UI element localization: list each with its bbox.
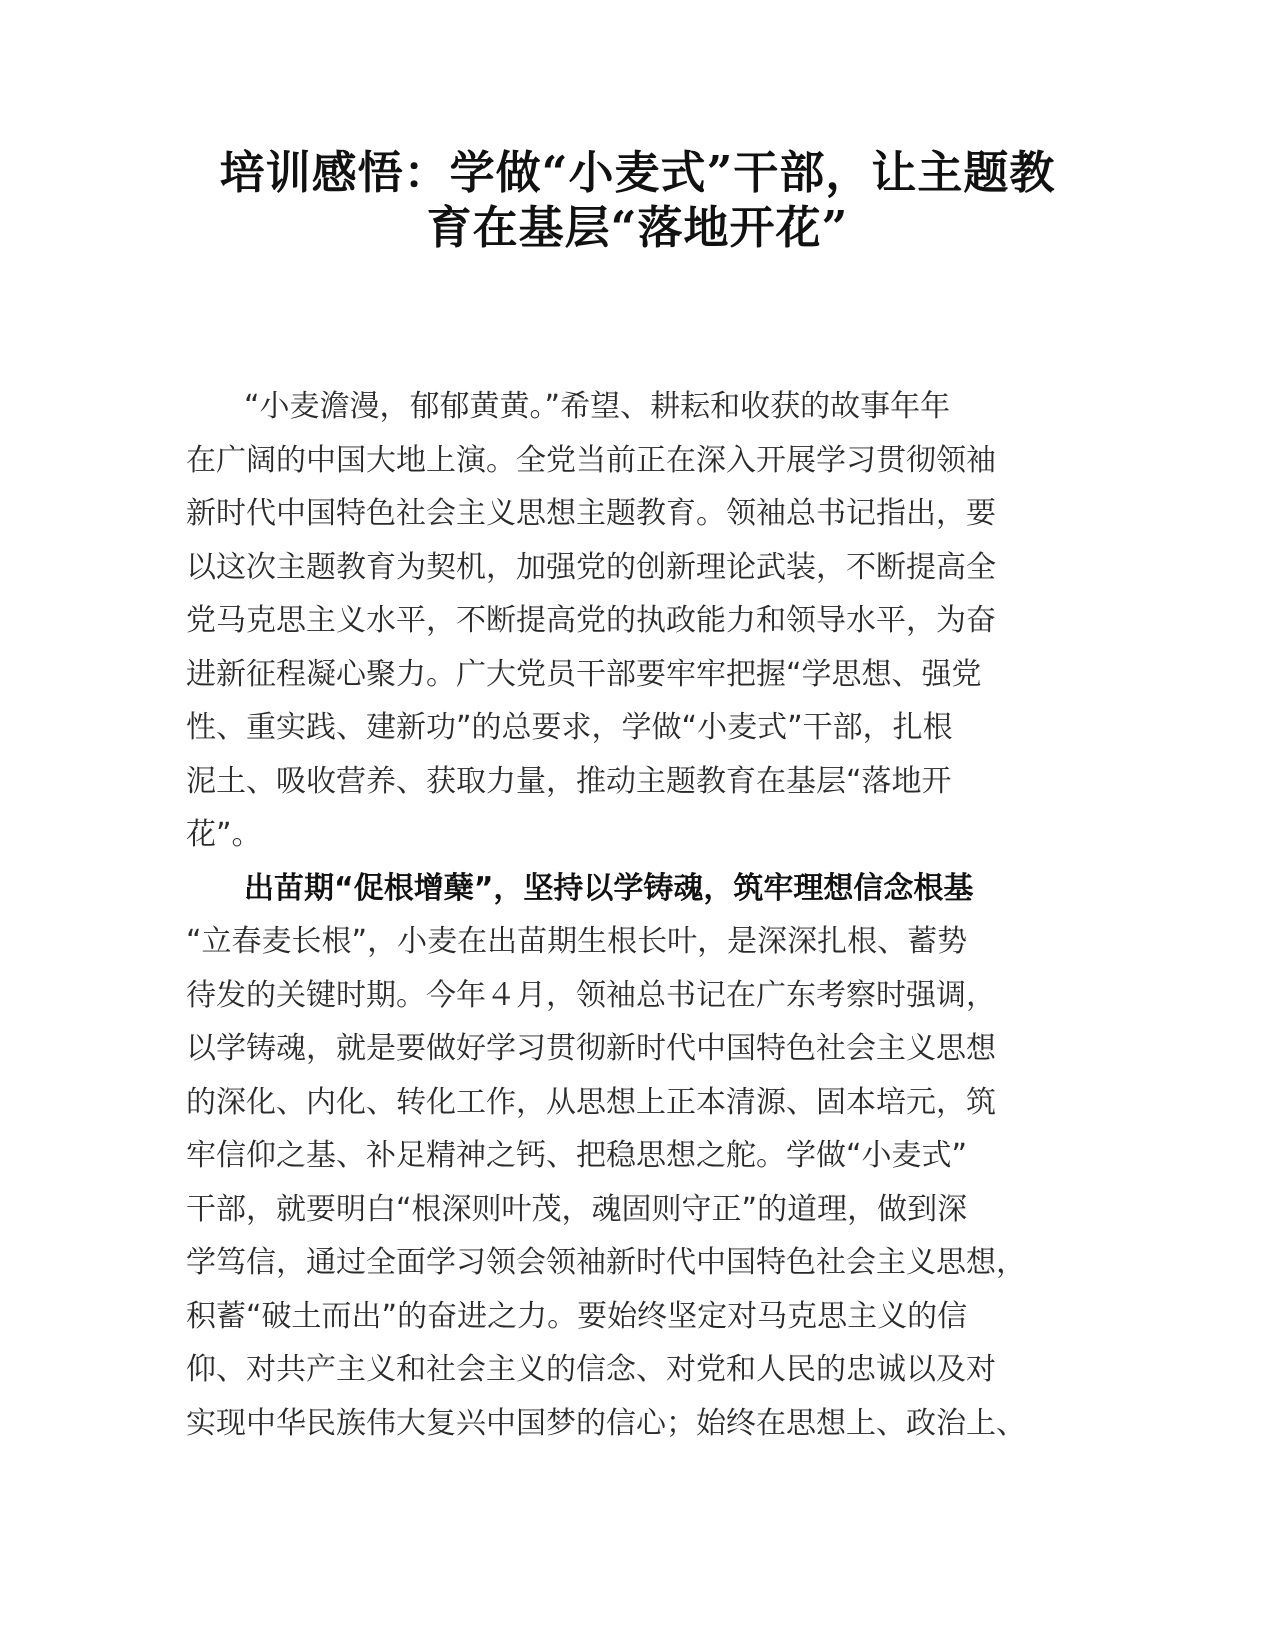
- title-line-2: 育在基层“落地开花”: [426, 201, 849, 254]
- paragraph-line: 积蓄“破土而出”的奋进之力。要始终坚定对马克思主义的信: [186, 1298, 968, 1334]
- paragraph-line: 性、重实践、建新功”的总要求，学做“小麦式”干部，扎根: [186, 710, 953, 745]
- paragraph-line: 的深化、内化、转化工作，从思想上正本清源、固本培元，筑: [186, 1084, 996, 1120]
- paragraph-line: “立春麦长根”，小麦在出苗期生根长叶，是深深扎根、蓄势: [186, 924, 968, 959]
- paragraph-line: 新时代中国特色社会主义思想主题教育。领袖总书记指出，要: [186, 496, 996, 531]
- paragraph-line: 仰、对共产主义和社会主义的信念、对党和人民的忠诚以及对: [186, 1352, 996, 1387]
- section-heading: 出苗期“促根增蘖”，坚持以学铸魂，筑牢理想信念根基: [244, 870, 974, 906]
- paragraph-line: 以这次主题教育为契机，加强党的创新理论武装，不断提高全: [186, 549, 996, 585]
- paragraph-line: 牢信仰之基、补足精神之钙、把稳思想之舵。学做“小麦式”: [186, 1138, 968, 1173]
- document-body: [186, 380, 1086, 1450]
- title-line-1: 培训感悟：学做“小麦式”干部，让主题教: [219, 146, 1056, 199]
- paragraph-line: 待发的关键时期。今年４月，领袖总书记在广东考察时强调，: [186, 977, 996, 1013]
- paragraph-line: 花”。: [186, 817, 262, 852]
- paragraph-line: “小麦澹漫，郁郁黄黄。”希望、耕耘和收获的故事年年: [244, 389, 951, 424]
- paragraph-line: 以学铸魂，就是要做好学习贯彻新时代中国特色社会主义思想: [186, 1031, 996, 1066]
- paragraph-line: 在广阔的中国大地上演。全党当前正在深入开展学习贯彻领袖: [186, 442, 996, 478]
- paragraph-line: 泥土、吸收营养、获取力量，推动主题教育在基层“落地开: [186, 763, 952, 799]
- paragraph-line: 干部，就要明白“根深则叶茂，魂固则守正”的道理，做到深: [186, 1191, 968, 1227]
- document-title: [150, 145, 1125, 255]
- paragraph-line: 党马克思主义水平，不断提高党的执政能力和领导水平，为奋: [186, 603, 996, 638]
- paragraph-line: 实现中华民族伟大复兴中国梦的信心；始终在思想上、政治上、: [186, 1405, 1026, 1441]
- paragraph-line: 进新征程凝心聚力。广大党员干部要牢牢把握“学思想、强党: [186, 656, 982, 692]
- paragraph-line: 学笃信，通过全面学习领会领袖新时代中国特色社会主义思想，: [186, 1245, 1026, 1280]
